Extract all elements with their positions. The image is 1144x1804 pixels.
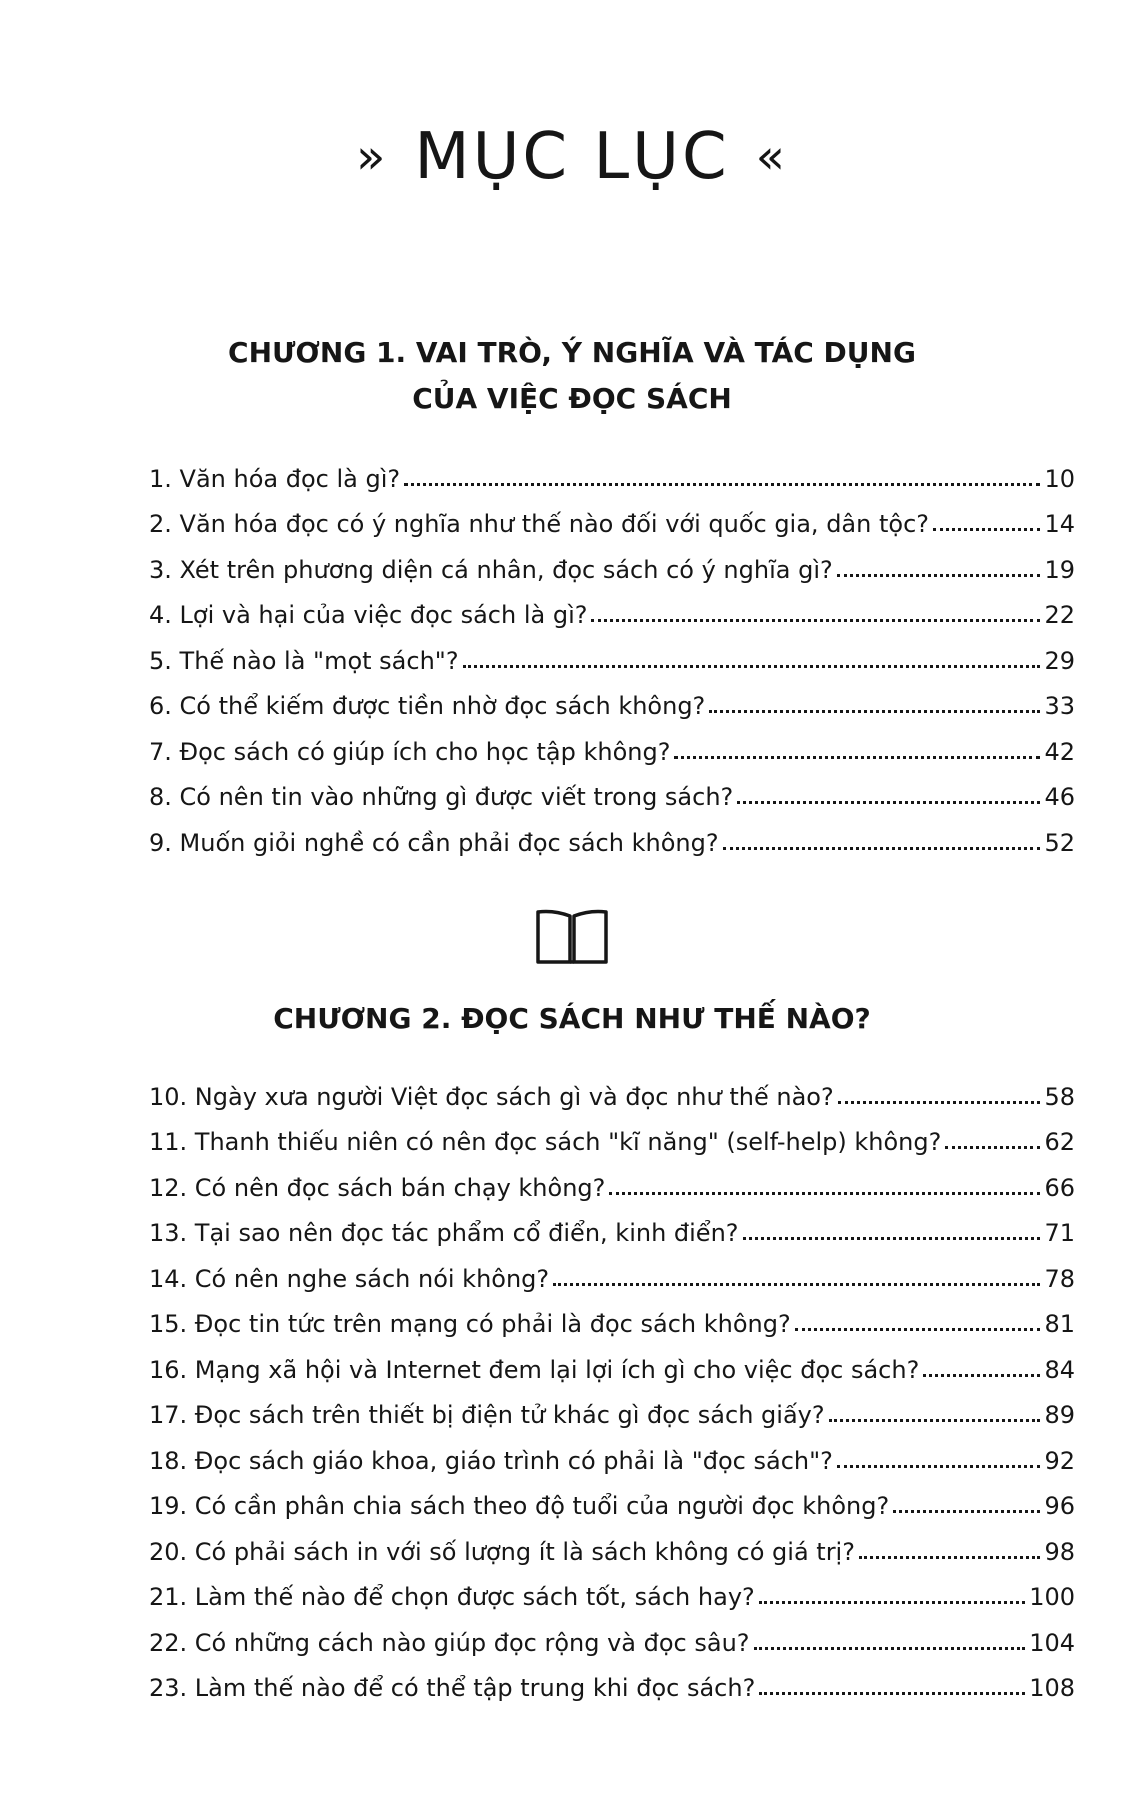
chapter1-heading-line2: CỦA VIỆC ĐỌC SÁCH (412, 382, 732, 415)
dot-leader (553, 1278, 1040, 1286)
toc-item[interactable] (149, 1566, 1075, 1612)
toc-item-label: 23. Làm thế nào để có thể tập trung khi đọc sách? (149, 1674, 756, 1702)
toc-item-label: 7. Đọc sách có giúp ích cho học tập không? (149, 737, 671, 766)
dot-leader (759, 1596, 1025, 1604)
title-text: MỤC LỤC (414, 120, 730, 194)
toc-item-label: 4. Lợi và hại của việc đọc sách là gì? (149, 601, 588, 629)
toc-item-label: 16. Mạng xã hội và Internet đem lại lợi ích gì cho việc đọc sách? (149, 1355, 920, 1384)
dot-leader (759, 1687, 1025, 1695)
dot-leader (838, 1096, 1041, 1104)
toc-item-label: 5. Thế nào là "mọt sách"? (149, 646, 459, 675)
toc-item-page: 108 (1029, 1674, 1075, 1702)
dot-leader (404, 478, 1040, 486)
toc-item-page: 19 (1044, 555, 1075, 584)
dot-leader (945, 1141, 1040, 1149)
dot-leader (737, 796, 1040, 804)
toc-item-page: 98 (1044, 1537, 1075, 1566)
toc-item[interactable] (149, 766, 1075, 812)
dot-leader (674, 751, 1040, 759)
toc-item-page: 81 (1044, 1310, 1075, 1338)
toc-item-label: 3. Xét trên phương diện cá nhân, đọc sách có ý nghĩa gì? (149, 555, 833, 584)
toc-item[interactable] (149, 1065, 1075, 1111)
dot-leader (933, 523, 1040, 531)
dot-leader (837, 569, 1041, 577)
toc-item-page: 78 (1044, 1264, 1075, 1293)
toc-item-label: 8. Có nên tin vào những gì được viết trong sách? (149, 783, 734, 811)
toc-item[interactable] (149, 1384, 1075, 1430)
chapter1-heading (0, 330, 1144, 422)
toc-item[interactable] (149, 1475, 1075, 1521)
chapter2-toc (149, 1065, 1075, 1702)
toc-item-page: 104 (1029, 1628, 1075, 1657)
dot-leader (463, 660, 1041, 668)
toc-item[interactable] (149, 1520, 1075, 1566)
toc-item[interactable] (149, 1111, 1075, 1157)
toc-item[interactable] (149, 1247, 1075, 1293)
toc-item-page: 66 (1044, 1173, 1075, 1202)
toc-item-label: 6. Có thể kiếm được tiền nhờ đọc sách không? (149, 692, 706, 720)
dot-leader (709, 705, 1040, 713)
toc-item-page: 100 (1029, 1583, 1075, 1611)
toc-item-page: 14 (1044, 510, 1075, 538)
toc-item-label: 2. Văn hóa đọc có ý nghĩa như thế nào đối với quốc gia, dân tộc? (149, 510, 929, 538)
toc-item-page: 52 (1044, 828, 1075, 857)
toc-item[interactable] (149, 447, 1075, 493)
toc-item-page: 22 (1044, 601, 1075, 629)
toc-item[interactable] (149, 493, 1075, 539)
chapter1-heading-line1: CHƯƠNG 1. VAI TRÒ, Ý NGHĨA VÀ TÁC DỤNG (228, 336, 916, 369)
toc-item[interactable] (149, 629, 1075, 675)
toc-item[interactable] (149, 1338, 1075, 1384)
toc-item-label: 1. Văn hóa đọc là gì? (149, 464, 401, 493)
toc-item[interactable] (149, 1156, 1075, 1202)
dot-leader (893, 1505, 1040, 1513)
dot-leader (591, 614, 1040, 622)
toc-item-page: 89 (1044, 1401, 1075, 1429)
open-book-icon (534, 906, 610, 968)
toc-item[interactable] (149, 811, 1075, 857)
chapter2-heading: CHƯƠNG 2. ĐỌC SÁCH NHƯ THẾ NÀO? (273, 1002, 871, 1035)
dot-leader (795, 1323, 1041, 1331)
toc-item-label: 12. Có nên đọc sách bán chạy không? (149, 1173, 606, 1202)
chapter1-toc (149, 447, 1075, 857)
toc-item-label: 13. Tại sao nên đọc tác phẩm cổ điển, kinh điển? (149, 1219, 739, 1247)
toc-item[interactable] (149, 720, 1075, 766)
toc-item[interactable] (149, 1202, 1075, 1248)
toc-item-label: 17. Đọc sách trên thiết bị điện tử khác gì đọc sách giấy? (149, 1401, 825, 1429)
toc-item-page: 33 (1044, 692, 1075, 720)
dot-leader (754, 1642, 1026, 1650)
toc-item[interactable] (149, 538, 1075, 584)
dot-leader (829, 1414, 1041, 1422)
toc-item-page: 46 (1044, 783, 1075, 811)
toc-item-page: 29 (1044, 646, 1075, 675)
dot-leader (859, 1551, 1040, 1559)
toc-item-page: 58 (1044, 1082, 1075, 1111)
toc-item[interactable] (149, 1293, 1075, 1339)
toc-item-label: 22. Có những cách nào giúp đọc rộng và đọc sâu? (149, 1628, 750, 1657)
dot-leader (609, 1187, 1040, 1195)
toc-item-page: 92 (1044, 1446, 1075, 1475)
title-left-mark: » (355, 129, 389, 185)
toc-item[interactable] (149, 1611, 1075, 1657)
toc-item-label: 19. Có cần phân chia sách theo độ tuổi của người đọc không? (149, 1492, 890, 1520)
toc-item-page: 84 (1044, 1355, 1075, 1384)
toc-item[interactable] (149, 1429, 1075, 1475)
toc-item-page: 42 (1044, 737, 1075, 766)
toc-item[interactable] (149, 675, 1075, 721)
toc-item-label: 15. Đọc tin tức trên mạng có phải là đọc sách không? (149, 1310, 791, 1338)
page-title (0, 112, 1144, 202)
dot-leader (923, 1369, 1040, 1377)
toc-item-page: 71 (1044, 1219, 1075, 1247)
dot-leader (743, 1232, 1041, 1240)
dot-leader (723, 842, 1041, 850)
dot-leader (837, 1460, 1041, 1468)
toc-item-label: 14. Có nên nghe sách nói không? (149, 1264, 550, 1293)
toc-item-label: 10. Ngày xưa người Việt đọc sách gì và đọc như thế nào? (149, 1082, 834, 1111)
toc-item-page: 62 (1044, 1128, 1075, 1156)
toc-item-label: 11. Thanh thiếu niên có nên đọc sách "kĩ năng" (self-help) không? (149, 1128, 942, 1156)
toc-item-page: 10 (1044, 464, 1075, 493)
toc-item-label: 20. Có phải sách in với số lượng ít là sách không có giá trị? (149, 1537, 855, 1566)
toc-item-label: 9. Muốn giỏi nghề có cần phải đọc sách không? (149, 828, 719, 857)
toc-item-label: 18. Đọc sách giáo khoa, giáo trình có phải là "đọc sách"? (149, 1446, 833, 1475)
toc-item[interactable] (149, 584, 1075, 630)
title-right-mark: « (755, 129, 789, 185)
toc-item-page: 96 (1044, 1492, 1075, 1520)
toc-item-label: 21. Làm thế nào để chọn được sách tốt, sách hay? (149, 1583, 755, 1611)
toc-item[interactable] (149, 1657, 1075, 1703)
